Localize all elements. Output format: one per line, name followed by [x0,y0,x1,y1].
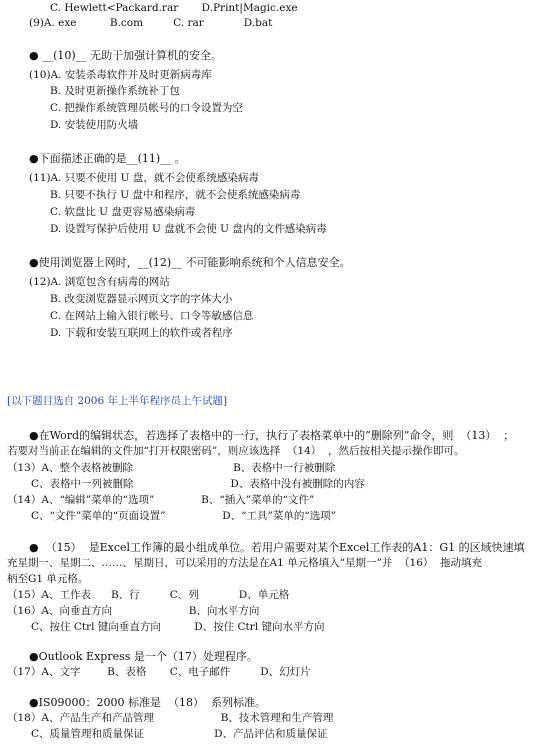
option-line: (12)A. 浏览包含有病毒的网站 [29,276,170,288]
option-line: （15）A、工作表 B、行 C、列 D、单元格 [7,589,290,601]
option-line: C、质量管理和质量保证 D、产品评估和质量保证 [31,728,328,740]
option-line: （16）A、向垂直方向 B、向水平方向 [7,605,260,617]
option-line: D. 设置写保护后使用 U 盘就不会使 U 盘内的文件感染病毒 [50,223,327,235]
option-line: B. 改变浏览器显示网页文字的字体大小 [50,293,233,305]
option-line: D. 下载和安装互联网上的软件或者程序 [50,327,233,339]
question-stem: 充星期一、星期二、……、星期日，可以采用的方法是在A1 单元格填入“星期一”并 （16） 拖动填充 [7,557,483,569]
question-stem: ●使用浏览器上网时，__(12)__ 不可能影响系统和个人信息安全。 [29,256,351,269]
option-line: C、按住 Ctrl 键向垂直方向 D、按住 Ctrl 键向水平方向 [31,621,325,633]
option-line: （13）A、整个表格被删除 B、表格中一行被删除 [7,462,336,474]
option-line: C. 在网站上输入银行帐号、口令等敏感信息 [50,310,254,322]
option-line: （17）A、文字 B、表格 C、电子邮件 D、幻灯片 [7,666,311,678]
text-line: C. Hewlett<Packard.rar D.Print|Magic.exe [50,2,298,14]
option-line: D. 安装使用防火墙 [50,119,139,131]
option-line: (10)A. 安装杀毒软件并及时更新病毒库 [29,69,212,81]
option-line: B. 只要不执行 U 盘中和程序，就不会使系统感染病毒 [50,189,301,201]
question-stem: ●Outlook Express 是一个（17）处理程序。 [29,650,258,663]
option-line: （18）A、产品生产和产品管理 B、技术管理和生产管理 [7,712,334,724]
question-stem: ●IS09000：2000 标准是 （18） 系列标准。 [29,696,266,709]
section-heading: [以下题目选自 2006 年上半年程序员上午试题] [7,395,228,407]
question-stem: ● （15） 是Excel工作簿的最小组成单位。若用户需要对某个Excel工作表的A1：G1 的区域快速填 [29,541,525,554]
option-line: （14）A、“编辑”菜单的“选项” B、“插入”菜单的“文件” [7,494,315,506]
question-stem: ● __(10)__ 无助于加强计算机的安全。 [29,49,223,62]
question-stem: ●在Word的编辑状态，若选择了表格中的一行，执行了表格菜单中的“删除列”命令，则 （13） ； [29,429,515,442]
option-line: C、表格中一列被删除 D、表格中没有被删除的内容 [31,478,365,490]
option-line: C、“文件”菜单的“页面设置” D、“工具”菜单的“选项” [31,510,337,522]
question-stem: 若要对当前正在编辑的文件加“打开权限密码”，则应该选择 （14） ，然后按相关提示操作即可。 [7,445,465,457]
option-line: (11)A. 只要不使用 U 盘，就不会使系统感染病毒 [29,172,259,184]
option-line: C. 把操作系统管理员帐号的口令设置为空 [50,102,243,114]
option-line: C. 软盘比 U 盘更容易感染病毒 [50,206,196,218]
answer-options: (9)A. exe B.com C. rar D.bat [29,17,273,29]
question-stem: ●下面描述正确的是__(11)__ 。 [29,152,186,165]
option-line: B. 及时更新操作系统补丁包 [50,85,180,97]
question-stem: 柄至G1 单元格。 [7,573,89,585]
